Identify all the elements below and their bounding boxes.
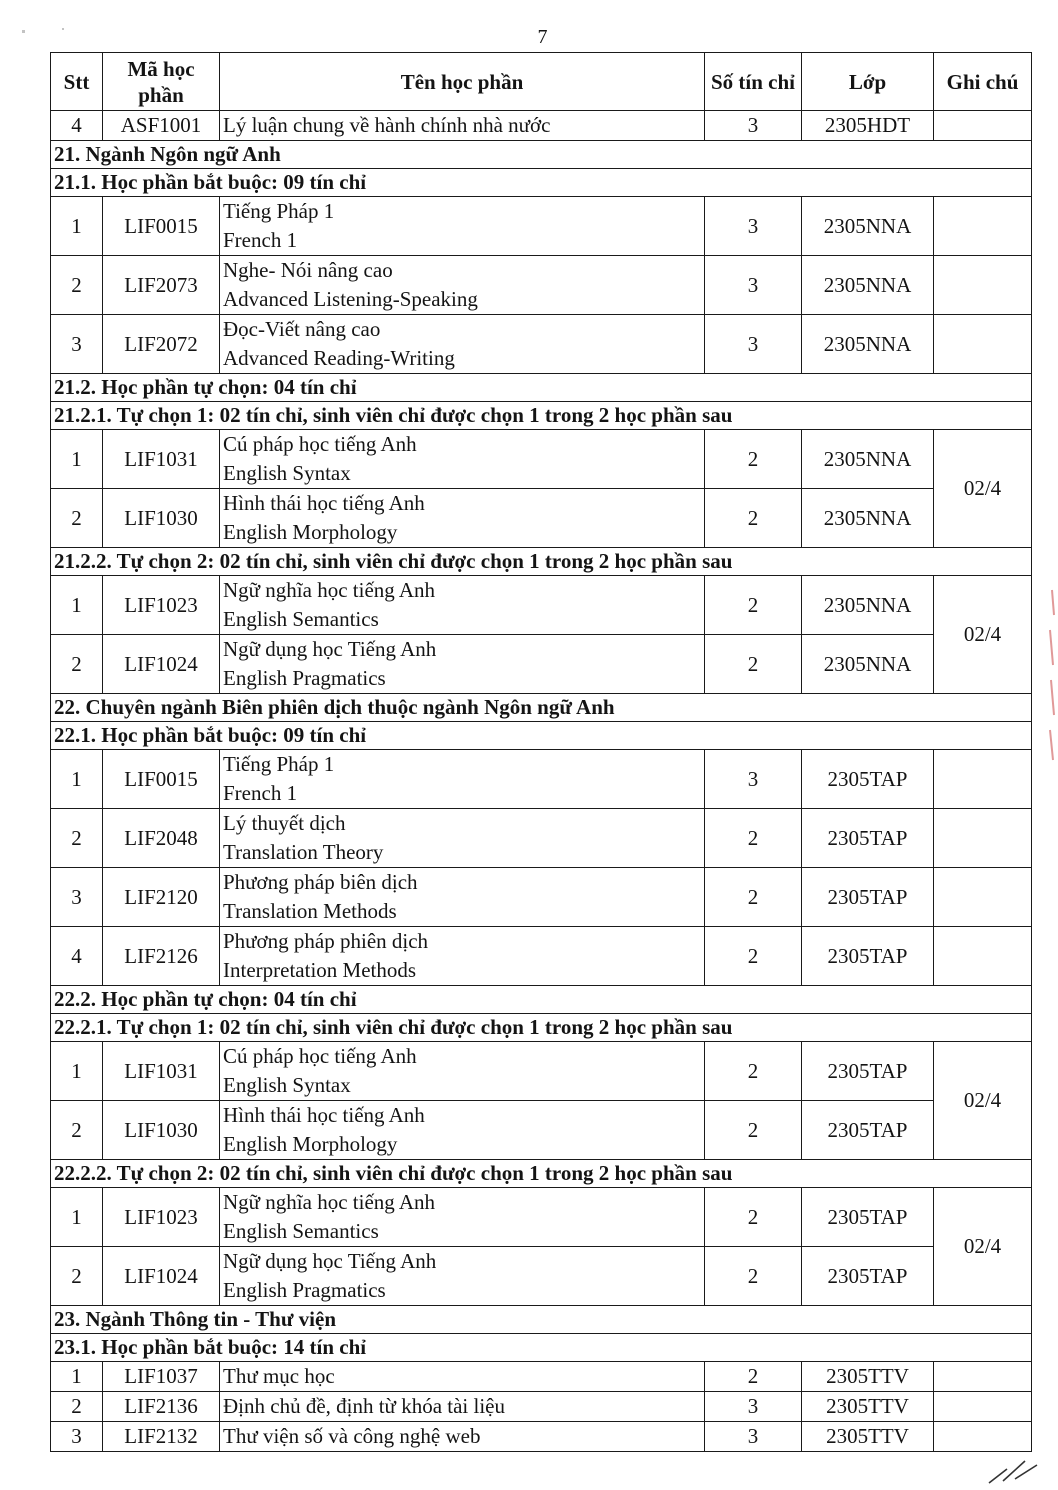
header-credits: Số tín chỉ [705,53,802,111]
cell-credits: 2 [705,1042,802,1101]
cell-class: 2305TAP [802,927,934,986]
cell-note [934,1422,1032,1452]
cell-note: 02/4 [934,1042,1032,1160]
table-row [51,1422,1032,1452]
table-row [51,927,1032,986]
course-name-en: English Morphology [223,520,398,544]
cell-course-code: LIF1031 [103,430,220,489]
course-table [50,52,1032,1452]
cell-course-name [220,1188,705,1247]
cell-stt: 1 [51,430,103,489]
table-row [51,1042,1032,1101]
cell-course-code: LIF1024 [103,1247,220,1306]
course-name-vi: Thư viện số và công nghệ web [223,1424,481,1448]
cell-course-code: LIF1030 [103,1101,220,1160]
table-row [51,1362,1032,1392]
table-body [51,111,1032,1452]
section-heading: 22.1. Học phần bắt buộc: 09 tín chỉ [51,722,1032,750]
cell-stt: 2 [51,256,103,315]
table-row [51,430,1032,489]
cell-note [934,1362,1032,1392]
table-row [51,1188,1032,1247]
cell-note [934,315,1032,374]
section-row [51,986,1032,1014]
cell-class: 2305HDT [802,111,934,141]
table-row [51,197,1032,256]
course-table-wrapper [50,52,1031,1452]
course-name-vi: Ngữ nghĩa học tiếng Anh [223,1190,436,1214]
cell-class: 2305NNA [802,197,934,256]
cell-class: 2305TAP [802,1042,934,1101]
course-name-en: English Semantics [223,607,379,631]
course-name-vi: Ngữ dụng học Tiếng Anh [223,637,437,661]
cell-course-code: LIF2072 [103,315,220,374]
cell-note [934,256,1032,315]
section-row [51,1160,1032,1188]
section-row [51,402,1032,430]
cell-course-name [220,197,705,256]
section-heading: 21.1. Học phần bắt buộc: 09 tín chỉ [51,169,1032,197]
cell-class: 2305TAP [802,1247,934,1306]
cell-credits: 2 [705,1101,802,1160]
cell-course-name [220,1247,705,1306]
cell-course-code: LIF2120 [103,868,220,927]
cell-credits: 2 [705,1362,802,1392]
cell-stt: 4 [51,927,103,986]
table-row [51,750,1032,809]
cell-note: 02/4 [934,576,1032,694]
cell-course-name [220,1362,705,1392]
cell-stt: 1 [51,1042,103,1101]
cell-stt: 1 [51,1188,103,1247]
course-name-vi: Định chủ đề, định từ khóa tài liệu [223,1394,505,1418]
cell-note [934,750,1032,809]
section-heading: 23. Ngành Thông tin - Thư viện [51,1306,1032,1334]
section-row [51,548,1032,576]
cell-stt: 2 [51,809,103,868]
section-heading: 21.2.1. Tự chọn 1: 02 tín chỉ, sinh viên chỉ được chọn 1 trong 2 học phần sau [51,402,1032,430]
course-name-en: French 1 [223,781,298,805]
page-number: 7 [537,26,548,48]
header-class: Lớp [802,53,934,111]
red-stamp-edge-icon [1044,585,1058,765]
course-name-vi: Đọc-Viết nâng cao [223,317,381,341]
cell-stt: 3 [51,1422,103,1452]
cell-credits: 3 [705,1392,802,1422]
course-name-vi: Nghe- Nói nâng cao [223,258,393,282]
table-row [51,809,1032,868]
cell-course-code: LIF2073 [103,256,220,315]
cell-course-code: LIF1024 [103,635,220,694]
section-row [51,1014,1032,1042]
course-name-vi: Ngữ dụng học Tiếng Anh [223,1249,437,1273]
cell-credits: 2 [705,635,802,694]
cell-course-name [220,1101,705,1160]
course-name-vi: Hình thái học tiếng Anh [223,491,425,515]
cell-credits: 2 [705,1188,802,1247]
section-heading: 21.2. Học phần tự chọn: 04 tín chỉ [51,374,1032,402]
scan-speck [62,28,64,30]
section-heading: 22.2. Học phần tự chọn: 04 tín chỉ [51,986,1032,1014]
cell-stt: 4 [51,111,103,141]
course-name-en: English Pragmatics [223,1278,386,1302]
cell-stt: 3 [51,868,103,927]
cell-course-name [220,315,705,374]
cell-course-code: LIF0015 [103,197,220,256]
cell-course-name [220,256,705,315]
course-name-vi: Lý thuyết dịch [223,811,346,835]
header-row [51,53,1032,111]
signature-mark-icon [985,1455,1045,1487]
cell-class: 2305NNA [802,489,934,548]
cell-course-name [220,635,705,694]
cell-stt: 2 [51,489,103,548]
course-name-en: English Morphology [223,1132,398,1156]
table-row [51,489,1032,548]
cell-course-name [220,927,705,986]
course-name-vi: Tiếng Pháp 1 [223,199,335,223]
cell-class: 2305NNA [802,576,934,635]
cell-class: 2305TTV [802,1392,934,1422]
header-course-code: Mã học phần [103,53,220,111]
cell-credits: 2 [705,489,802,548]
course-name-en: Translation Theory [223,840,384,864]
cell-course-code: LIF1023 [103,576,220,635]
section-row [51,722,1032,750]
cell-class: 2305TAP [802,750,934,809]
cell-stt: 1 [51,750,103,809]
table-row [51,315,1032,374]
section-row [51,694,1032,722]
table-row [51,256,1032,315]
cell-course-name [220,1392,705,1422]
cell-credits: 3 [705,256,802,315]
header-course-name: Tên học phần [220,53,705,111]
course-name-vi: Phương pháp biên dịch [223,870,418,894]
cell-note [934,197,1032,256]
cell-credits: 2 [705,576,802,635]
course-name-vi: Hình thái học tiếng Anh [223,1103,425,1127]
section-row [51,169,1032,197]
cell-course-code: LIF2136 [103,1392,220,1422]
cell-note [934,809,1032,868]
cell-course-name [220,111,705,141]
table-row [51,635,1032,694]
cell-class: 2305TAP [802,1188,934,1247]
course-name-vi: Cú pháp học tiếng Anh [223,1044,417,1068]
cell-stt: 1 [51,197,103,256]
cell-course-code: LIF1031 [103,1042,220,1101]
cell-stt: 3 [51,315,103,374]
cell-course-name [220,868,705,927]
cell-course-name [220,430,705,489]
course-name-vi: Ngữ nghĩa học tiếng Anh [223,578,436,602]
cell-course-code: LIF0015 [103,750,220,809]
section-heading: 22.2.1. Tự chọn 1: 02 tín chỉ, sinh viên chỉ được chọn 1 trong 2 học phần sau [51,1014,1032,1042]
cell-class: 2305NNA [802,430,934,489]
course-name-en: English Semantics [223,1219,379,1243]
cell-class: 2305NNA [802,256,934,315]
cell-course-name [220,1422,705,1452]
section-heading: 21. Ngành Ngôn ngữ Anh [51,141,1032,169]
cell-class: 2305TAP [802,868,934,927]
cell-stt: 2 [51,1101,103,1160]
cell-course-code: LIF1023 [103,1188,220,1247]
cell-stt: 1 [51,1362,103,1392]
cell-note [934,868,1032,927]
cell-course-code: LIF2126 [103,927,220,986]
table-row [51,1101,1032,1160]
course-name-vi: Thư mục học [223,1364,335,1388]
course-name-vi: Tiếng Pháp 1 [223,752,335,776]
table-row [51,576,1032,635]
section-row [51,374,1032,402]
cell-note [934,927,1032,986]
cell-credits: 3 [705,111,802,141]
course-name-en: English Syntax [223,1073,351,1097]
cell-credits: 2 [705,430,802,489]
cell-course-name [220,809,705,868]
table-row [51,111,1032,141]
table-row [51,1392,1032,1422]
course-name-en: Advanced Reading-Writing [223,346,455,370]
course-name-en: French 1 [223,228,298,252]
course-name-en: English Pragmatics [223,666,386,690]
scan-speck [22,30,25,33]
cell-class: 2305TTV [802,1362,934,1392]
section-row [51,1334,1032,1362]
cell-credits: 3 [705,197,802,256]
section-heading: 22.2.2. Tự chọn 2: 02 tín chỉ, sinh viên chỉ được chọn 1 trong 2 học phần sau [51,1160,1032,1188]
cell-course-code: LIF1037 [103,1362,220,1392]
table-row [51,868,1032,927]
cell-credits: 2 [705,868,802,927]
course-name-vi: Phương pháp phiên dịch [223,929,429,953]
cell-credits: 3 [705,315,802,374]
header-stt: Stt [51,53,103,111]
cell-stt: 2 [51,1247,103,1306]
cell-course-name [220,750,705,809]
cell-note: 02/4 [934,1188,1032,1306]
course-name-vi: Cú pháp học tiếng Anh [223,432,417,456]
cell-class: 2305NNA [802,635,934,694]
cell-credits: 3 [705,1422,802,1452]
cell-course-name [220,1042,705,1101]
course-name-en: Interpretation Methods [223,958,417,982]
course-name-vi: Lý luận chung về hành chính nhà nước [223,113,551,137]
section-row [51,1306,1032,1334]
header-note: Ghi chú [934,53,1032,111]
course-name-en: English Syntax [223,461,351,485]
cell-stt: 2 [51,635,103,694]
course-name-en: Translation Methods [223,899,397,923]
cell-course-name [220,489,705,548]
section-row [51,141,1032,169]
cell-note [934,111,1032,141]
cell-course-code: LIF1030 [103,489,220,548]
cell-course-code: LIF2048 [103,809,220,868]
section-heading: 22. Chuyên ngành Biên phiên dịch thuộc ngành Ngôn ngữ Anh [51,694,1032,722]
cell-course-code: ASF1001 [103,111,220,141]
cell-note [934,1392,1032,1422]
cell-class: 2305NNA [802,315,934,374]
cell-class: 2305TTV [802,1422,934,1452]
cell-credits: 2 [705,1247,802,1306]
cell-class: 2305TAP [802,809,934,868]
section-heading: 21.2.2. Tự chọn 2: 02 tín chỉ, sinh viên chỉ được chọn 1 trong 2 học phần sau [51,548,1032,576]
course-name-en: Advanced Listening-Speaking [223,287,478,311]
cell-credits: 2 [705,809,802,868]
cell-note: 02/4 [934,430,1032,548]
cell-credits: 3 [705,750,802,809]
cell-course-code: LIF2132 [103,1422,220,1452]
cell-class: 2305TAP [802,1101,934,1160]
table-row [51,1247,1032,1306]
cell-stt: 1 [51,576,103,635]
section-heading: 23.1. Học phần bắt buộc: 14 tín chỉ [51,1334,1032,1362]
cell-stt: 2 [51,1392,103,1422]
cell-credits: 2 [705,927,802,986]
cell-course-name [220,576,705,635]
